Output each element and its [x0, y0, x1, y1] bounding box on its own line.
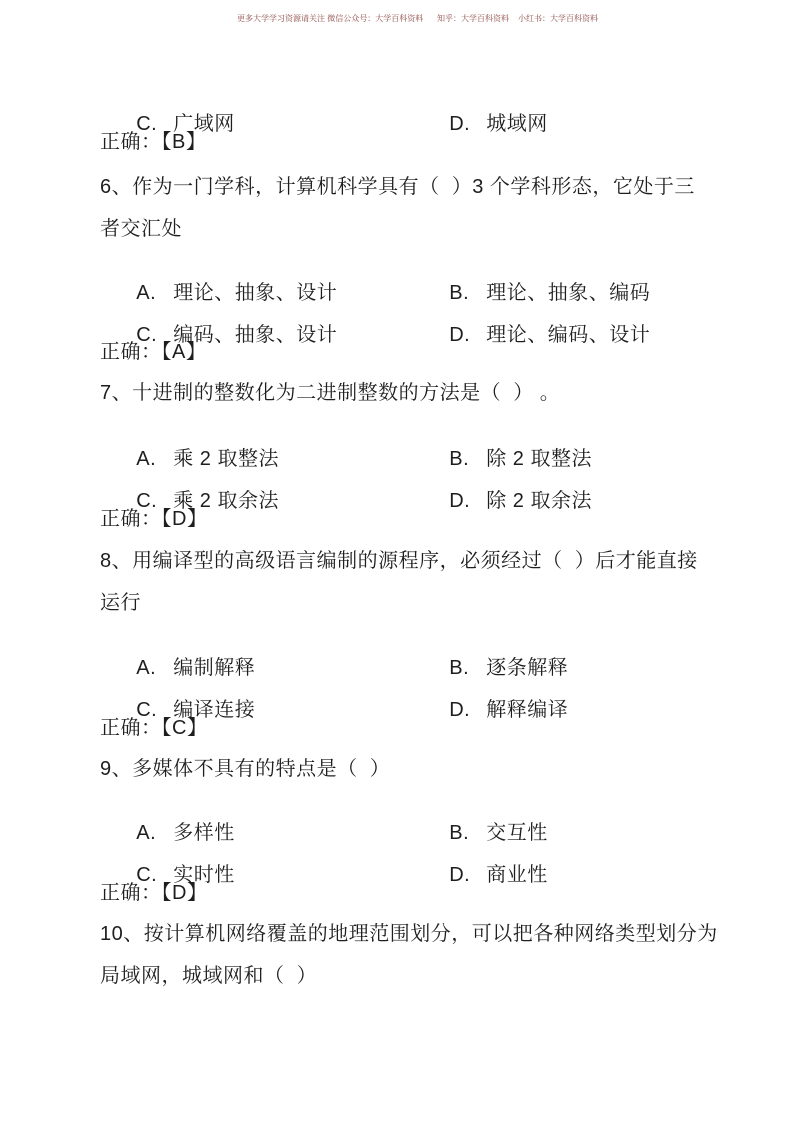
option-d: [449, 698, 568, 722]
option-text: 理论、抽象、编码: [486, 282, 651, 304]
option-label: C.: [136, 490, 158, 512]
option-d: [449, 863, 548, 887]
question-stem-line: 7、十进制的整数化为二进制整数的方法是（ ） 。: [100, 382, 561, 404]
option-label: B.: [449, 657, 470, 679]
option-text: 编译连接: [173, 699, 256, 721]
option-label: D.: [449, 864, 471, 886]
option-d: [449, 323, 650, 347]
option-label: D.: [449, 490, 471, 512]
answer-line: 正确：【D】: [100, 508, 208, 530]
answer-line: 正确：【A】: [100, 341, 207, 363]
question-stem-line: 者交汇处: [100, 218, 182, 240]
option-label: C.: [136, 699, 158, 721]
option-label: D.: [449, 324, 471, 346]
question-stem-line: 8、用编译型的高级语言编制的源程序，必须经过（ ）后才能直接: [100, 550, 698, 572]
option-label: A.: [136, 448, 157, 470]
option-text: 理论、编码、设计: [486, 324, 651, 346]
option-text: 乘 2 取余法: [173, 490, 279, 512]
option-label: A.: [136, 282, 157, 304]
question-stem-line: 局域网，城域网和（ ）: [100, 965, 318, 987]
option-text: 编制解释: [173, 657, 256, 679]
option-text: 除 2 取整法: [486, 448, 592, 470]
option-label: A.: [136, 822, 157, 844]
question-stem-line: 9、多媒体不具有的特点是（ ）: [100, 758, 391, 780]
option-text: 编码、抽象、设计: [173, 324, 338, 346]
option-label: A.: [136, 657, 157, 679]
option-label: D.: [449, 113, 471, 135]
option-text: 实时性: [173, 864, 235, 886]
option-text: 除 2 取余法: [486, 490, 592, 512]
question-stem-line: 6、作为一门学科，计算机科学具有（ ）3 个学科形态，它处于三: [100, 176, 695, 198]
option-label: B.: [449, 822, 470, 844]
option-label: B.: [449, 282, 470, 304]
option-text: 理论、抽象、设计: [173, 282, 338, 304]
option-text: 交互性: [486, 822, 548, 844]
zhihu-promo-text: 知乎：大学百科资料: [437, 14, 509, 23]
question-stem-line: 10、按计算机网络覆盖的地理范围划分，可以把各种网络类型划分为: [100, 923, 718, 945]
option-d: [449, 489, 592, 513]
option-text: 乘 2 取整法: [173, 448, 279, 470]
option-text: 广域网: [173, 113, 235, 135]
option-text: 商业性: [486, 864, 548, 886]
xiaohongshu-promo-text: 小红书：大学百科资料: [518, 14, 598, 23]
answer-line: 正确：【D】: [100, 882, 208, 904]
option-label: D.: [449, 699, 471, 721]
option-label: C.: [136, 113, 158, 135]
question-stem-line: 运行: [100, 592, 141, 614]
wechat-promo-text: 更多大学学习资源请关注 微信公众号：大学百科资料: [237, 14, 424, 23]
option-label: B.: [449, 448, 470, 470]
option-label: C.: [136, 324, 158, 346]
option-text: 解释编译: [486, 699, 569, 721]
option-label: C.: [136, 864, 158, 886]
option-d: [449, 112, 548, 136]
answer-line: 正确：【C】: [100, 717, 208, 739]
option-text: 城域网: [486, 113, 548, 135]
option-text: 多样性: [173, 822, 235, 844]
option-text: 逐条解释: [486, 657, 569, 679]
answer-line: 正确：【B】: [100, 131, 207, 153]
